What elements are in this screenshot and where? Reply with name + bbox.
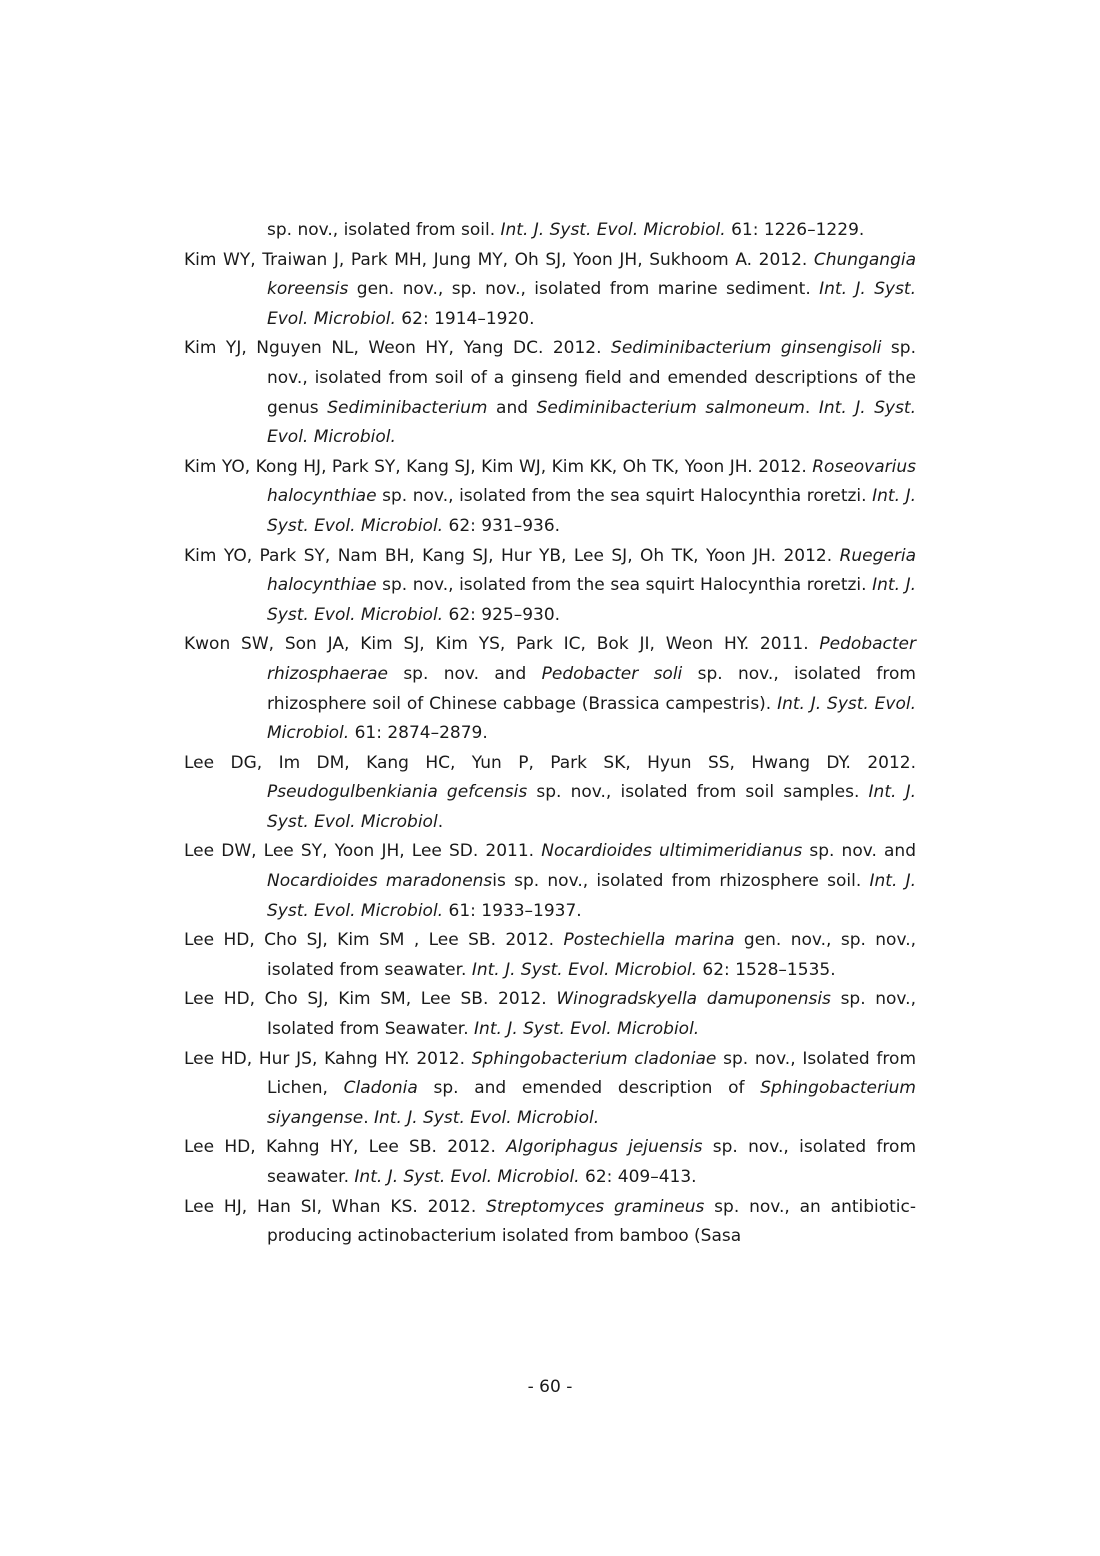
reference-text: and bbox=[487, 397, 537, 418]
reference-text: sp. nov., isolated from soil of a ginseng field and emended descriptions of the genus bbox=[267, 338, 916, 418]
italic-text: Sphingobacterium cladoniae bbox=[471, 1048, 717, 1069]
reference-text: sp. nov., isolated from the sea squirt Halocynthia roretzi. bbox=[376, 486, 873, 507]
reference-text: Kim YO, Park SY, Nam BH, Kang SJ, Hur YB, Lee SJ, Oh TK, Yoon JH. 2012. bbox=[184, 545, 840, 566]
reference-entry bbox=[184, 1133, 916, 1192]
reference-text: Kim YJ, Nguyen NL, Weon HY, Yang DC. 2012. bbox=[184, 338, 612, 359]
italic-text: Int. J. Syst. Evol. Microbiol. bbox=[374, 1107, 600, 1128]
reference-entry bbox=[184, 542, 916, 631]
reference-text: sp. nov., an antibiotic-producing actinobacterium isolated from bamboo (Sasa bbox=[267, 1196, 917, 1247]
italic-text: Int. J. Syst. Evol. Microbiol. bbox=[267, 397, 916, 448]
italic-text: Int. J. Syst. Evol. Microbiol. bbox=[267, 486, 916, 536]
italic-text: Int. J. Syst. Evol. Microbiol. bbox=[471, 959, 697, 980]
reference-text: sp. nov., isolated from rhizosphere soil of Chinese cabbage (Brassica campestris). bbox=[267, 663, 916, 714]
reference-text: sp. nov., Isolated from Lichen, bbox=[267, 1048, 916, 1099]
italic-text: Nocardioides ultimimeridianus bbox=[541, 841, 803, 862]
reference-text: 61: 2874–2879. bbox=[349, 723, 488, 744]
italic-text: Nocardioides maradonens bbox=[267, 871, 493, 892]
reference-text: sp. nov., isolated from soil. bbox=[267, 220, 501, 240]
italic-text: Pedobacter rhizosphaerae bbox=[267, 634, 916, 684]
italic-text: Int. J. Syst. Evol. Microbiol. bbox=[267, 693, 917, 744]
reference-text: gen. nov., sp. nov., isolated from seawater. bbox=[267, 930, 916, 980]
italic-text: Chungangia koreensis bbox=[267, 249, 916, 300]
reference-entry bbox=[184, 926, 916, 985]
reference-text: sp. nov. and bbox=[802, 841, 916, 862]
reference-text: Kim WY, Traiwan J, Park MH, Jung MY, Oh SJ, Yoon JH, Sukhoom A. 2012. bbox=[184, 249, 814, 270]
reference-text: Lee HD, Hur JS, Kahng HY. 2012. bbox=[184, 1048, 472, 1069]
reference-text: 62: 931–936. bbox=[443, 515, 561, 536]
italic-text: Sediminibacterium bbox=[327, 397, 488, 418]
reference-text: Lee DW, Lee SY, Yoon JH, Lee SD. 2011. bbox=[184, 841, 542, 862]
reference-entry bbox=[184, 453, 916, 542]
italic-text: Int. J. Syst. Evol. Microbiol bbox=[267, 782, 916, 832]
reference-text: Lee HJ, Han SI, Whan KS. 2012. bbox=[184, 1196, 487, 1217]
reference-text: 62: 925–930. bbox=[443, 604, 561, 625]
reference-text: sp. and emended description of bbox=[417, 1078, 761, 1099]
italic-text: Ruegeria halocynthiae bbox=[267, 545, 916, 596]
reference-text: Lee HD, Kahng HY, Lee SB. 2012. bbox=[184, 1137, 507, 1158]
reference-text: sp. nov., isolated from seawater. bbox=[267, 1137, 916, 1187]
reference-text: 62: 1914–1920. bbox=[395, 308, 535, 329]
reference-text: Lee DG, Im DM, Kang HC, Yun P, Park SK, Hyun SS, Hwang DY. 2012. bbox=[184, 752, 916, 773]
italic-text: Streptomyces gramineus bbox=[486, 1196, 705, 1217]
page-number: - 60 - bbox=[527, 1377, 573, 1397]
reference-entry bbox=[184, 985, 916, 1044]
reference-entry bbox=[184, 1045, 916, 1134]
reference-text: gen. nov., sp. nov., isolated from marine sediment. bbox=[348, 279, 820, 300]
reference-text: 61: 1226–1229. bbox=[725, 220, 865, 240]
reference-entry bbox=[184, 749, 916, 838]
reference-entry bbox=[184, 837, 916, 926]
italic-text: Sphingobacterium siyangense bbox=[267, 1078, 916, 1128]
italic-text: Int. J. Syst. Evol. Microbiol. bbox=[267, 871, 916, 921]
reference-text: sp. nov. and bbox=[387, 663, 542, 684]
italic-text: Int. J. Syst. Evol. Microbiol. bbox=[267, 575, 916, 625]
italic-text: Int. J. Syst. Evol. Microbiol. bbox=[500, 220, 726, 240]
italic-text: Int. J. Syst. Evol. Microbiol. bbox=[267, 279, 916, 329]
reference-text: Kim YO, Kong HJ, Park SY, Kang SJ, Kim WJ, Kim KK, Oh TK, Yoon JH. 2012. bbox=[184, 456, 813, 477]
reference-entry bbox=[184, 246, 916, 335]
italic-text: Algoriphagus jejuensis bbox=[506, 1137, 703, 1158]
reference-text: Lee HD, Cho SJ, Kim SM , Lee SB. 2012. bbox=[184, 930, 564, 951]
reference-text: sp. nov., Isolated from Seawater. bbox=[267, 989, 916, 1040]
reference-text: . bbox=[363, 1107, 374, 1128]
reference-text: is sp. nov., isolated from rhizosphere soil. bbox=[492, 871, 870, 892]
reference-text: . bbox=[804, 397, 819, 418]
italic-text: Postechiella marina bbox=[563, 930, 735, 951]
italic-text: Int. J. Syst. Evol. Microbiol. bbox=[474, 1019, 700, 1040]
italic-text: Sediminibacterium ginsengisoli bbox=[611, 338, 882, 359]
reference-list bbox=[184, 216, 916, 1252]
italic-text: Sediminibacterium salmoneum bbox=[536, 397, 805, 418]
reference-text: Kwon SW, Son JA, Kim SJ, Kim YS, Park IC, Bok JI, Weon HY. 2011. bbox=[184, 634, 820, 655]
italic-text: Pedobacter soli bbox=[541, 663, 683, 684]
reference-text: 62: 1528–1535. bbox=[697, 959, 836, 980]
italic-text: Int. J. Syst. Evol. Microbiol. bbox=[354, 1167, 580, 1187]
italic-text: Winogradskyella damuponensis bbox=[556, 989, 831, 1010]
italic-text: Roseovarius halocynthiae bbox=[267, 456, 916, 507]
reference-text: . bbox=[437, 811, 444, 832]
italic-text: Pseudogulbenkiania gefcensis bbox=[267, 782, 528, 803]
reference-text: Lee HD, Cho SJ, Kim SM, Lee SB. 2012. bbox=[184, 989, 557, 1010]
reference-entry bbox=[184, 1193, 916, 1252]
reference-entry-continued bbox=[184, 216, 916, 246]
italic-text: Cladonia bbox=[343, 1078, 418, 1099]
reference-text: sp. nov., isolated from soil samples. bbox=[527, 782, 869, 803]
reference-text: 62: 409–413. bbox=[579, 1167, 697, 1187]
reference-text: 61: 1933–1937. bbox=[443, 900, 582, 921]
reference-entry bbox=[184, 334, 916, 452]
reference-text: sp. nov., isolated from the sea squirt Halocynthia roretzi. bbox=[376, 575, 873, 596]
reference-entry bbox=[184, 630, 916, 748]
